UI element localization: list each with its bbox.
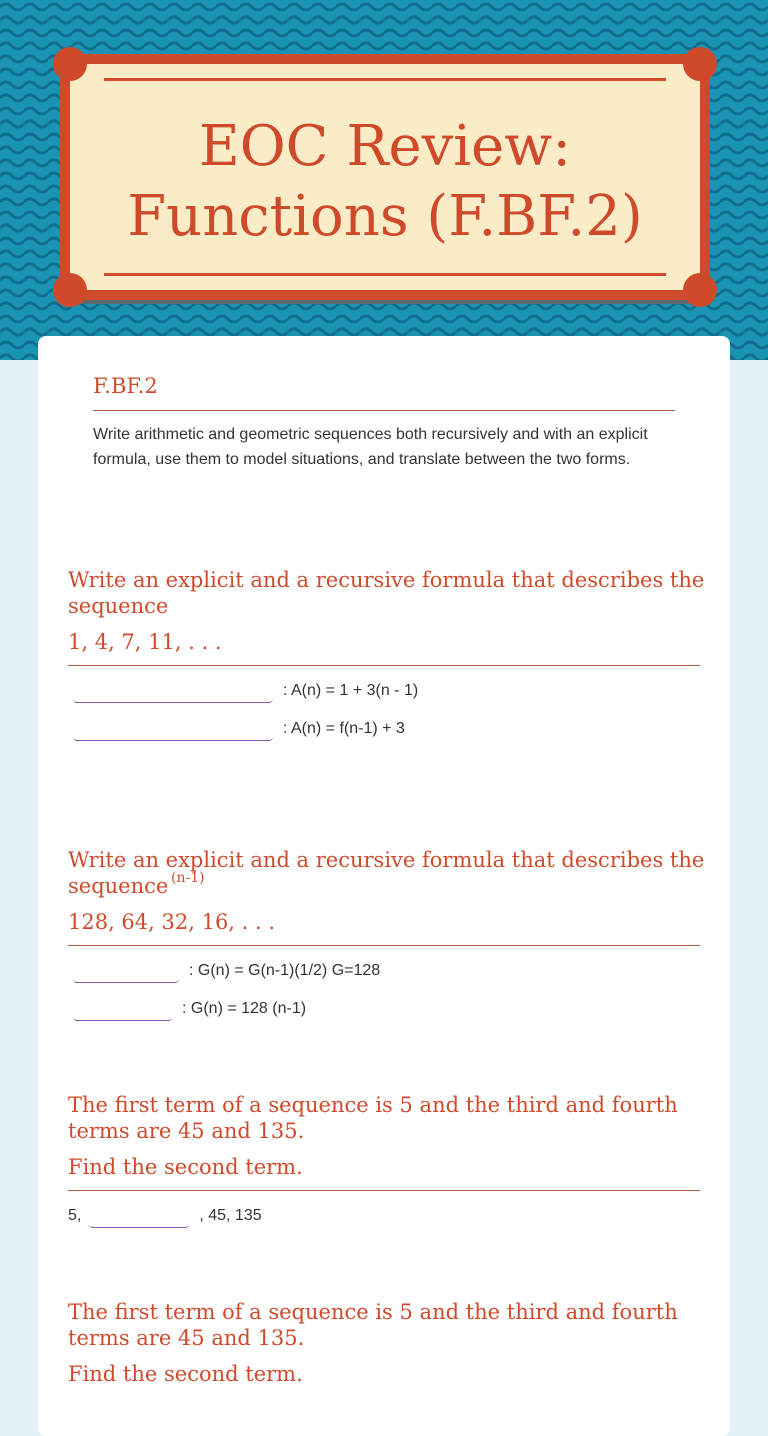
- page-title-line2: Functions (F.BF.2): [127, 184, 643, 249]
- answer-input[interactable]: [73, 678, 273, 703]
- answer-input[interactable]: [73, 716, 273, 741]
- answer-label: : A(n) = f(n-1) + 3: [283, 720, 405, 737]
- answer-row: [68, 1203, 262, 1229]
- page-title-line1: EOC Review:: [198, 114, 572, 179]
- answer-label: : G(n) = G(n-1)(1/2) G=128: [189, 962, 381, 979]
- answer-row: [73, 958, 380, 984]
- answer-row: [73, 996, 306, 1022]
- answer-label: : G(n) = 128 (n-1): [182, 1000, 307, 1017]
- divider: [68, 945, 700, 946]
- question-4: [68, 1299, 708, 1387]
- question-4-subprompt: Find the second term.: [68, 1362, 303, 1386]
- question-1-prompt: Write an explicit and a recursive formula that describes the sequence: [68, 568, 705, 618]
- page-title: [70, 112, 700, 252]
- banner-corner: [683, 47, 717, 81]
- divider: [68, 665, 700, 666]
- banner-rule-bottom: [104, 273, 666, 276]
- answer-suffix: , 45, 135: [199, 1207, 262, 1224]
- question-1: [68, 567, 708, 655]
- answer-label: : A(n) = 1 + 3(n - 1): [283, 682, 419, 699]
- answer-row: [73, 678, 418, 704]
- question-4-prompt: The first term of a sequence is 5 and the third and fourth terms are 45 and 135.: [68, 1300, 678, 1350]
- title-banner: [60, 54, 710, 300]
- banner-corner: [683, 273, 717, 307]
- question-1-sequence: 1, 4, 7, 11, . . .: [68, 630, 222, 654]
- question-3-prompt: The first term of a sequence is 5 and the third and fourth terms are 45 and 135.: [68, 1093, 678, 1143]
- banner-corner: [53, 273, 87, 307]
- question-2-sequence: 128, 64, 32, 16, . . .: [68, 910, 276, 934]
- question-3-subprompt: Find the second term.: [68, 1155, 303, 1179]
- banner-rule-top: [104, 78, 666, 81]
- standard-description: Write arithmetic and geometric sequences both recursively and with an explicit formula, use them to model situations, and translate between the two forms.: [93, 426, 648, 468]
- question-2-prompt: Write an explicit and a recursive formula that describes the sequence: [68, 848, 705, 898]
- answer-row: [73, 716, 405, 742]
- answer-input[interactable]: [73, 958, 179, 983]
- divider: [68, 1190, 700, 1191]
- question-3: [68, 1092, 708, 1180]
- answer-prefix: 5,: [68, 1207, 82, 1224]
- divider: [93, 410, 675, 411]
- question-2: [68, 847, 708, 935]
- answer-input[interactable]: [89, 1203, 189, 1228]
- worksheet-card: [38, 336, 730, 1436]
- answer-input[interactable]: [73, 996, 172, 1021]
- question-2-superscript: (n-1): [171, 870, 205, 886]
- banner-corner: [53, 47, 87, 81]
- standard-code: F.BF.2: [93, 374, 158, 398]
